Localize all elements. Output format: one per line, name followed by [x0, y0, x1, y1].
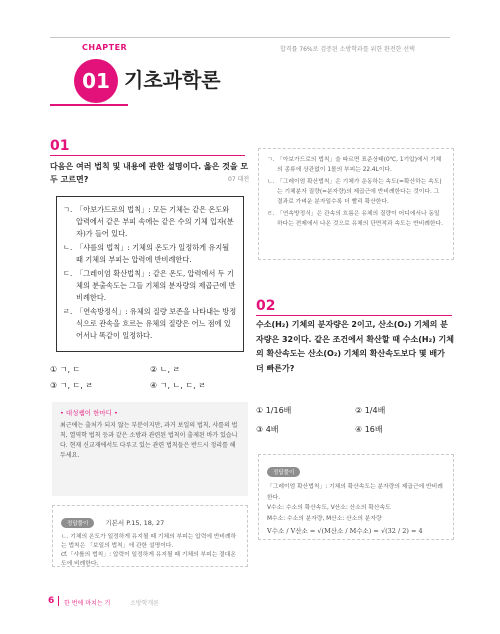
- question-2-prompt: 수소(H₂) 기체의 분자량은 2이고, 산소(O₂) 기체의 분자량은 32이다. 같은 조건에서 확산할 때 수소(H₂) 기체의 확산속도는 산소(O₂) 기체의 확산속도보다 몇 배가 더 빠른가?: [256, 320, 455, 373]
- statement-item: [63, 242, 237, 266]
- explanation-item: [267, 177, 445, 207]
- statement-text: 「샤를의 법칙」: 기체의 온도가 일정하게 유지될 때 기체의 부피는 압력에 반비례한다.: [76, 243, 230, 264]
- explanation-text: 「아보가드로의 법칙」을 따르면 표준상태(0℃, 1기압)에서 기체의 종류에 상관없이 1몰의 부피는 22.4L이다.: [277, 157, 442, 173]
- answer-1-line: cf.「샤를의 법칙」: 압력이 일정하게 유지될 때 기체의 부피는 절대온도에 비례한다.: [61, 552, 236, 567]
- answer-2-line: V수소: 수소의 확산속도, V산소: 산소의 확산속도: [267, 505, 391, 511]
- statement-label: ㄹ.: [63, 307, 73, 316]
- answer-2-formula: V수소 / V산소 = √(M산소 / M수소) = √(32 / 2) = 4: [267, 527, 423, 535]
- choice-4[interactable]: ④ ㄱ, ㄴ, ㄷ, ㄹ: [150, 381, 206, 390]
- footer-divider: [58, 596, 59, 606]
- chapter-label: CHAPTER: [82, 43, 128, 52]
- explanation-item: [267, 209, 445, 229]
- statement-label: ㄷ.: [63, 269, 73, 278]
- question-1-divider: [50, 155, 245, 156]
- explanation-label: ㄴ.: [267, 179, 275, 185]
- statement-item: [63, 204, 237, 240]
- choice-1[interactable]: ① ㄱ, ㄷ: [50, 365, 81, 374]
- choice-1[interactable]: ① 1/16배: [256, 406, 292, 415]
- explanation-label: ㄱ.: [267, 157, 275, 163]
- explanation-text: 「연속방정식」은 관속의 흐름은 유체의 질량이 어디에서나 동일하다는 전제에서 나온 것으로 유체의 단면적과 속도는 반비례한다.: [277, 211, 443, 227]
- solution-badge: 정답풀이: [267, 467, 300, 477]
- footer-book-title: 한 번에 마치는 기: [64, 600, 111, 607]
- choice-3[interactable]: ③ ㄱ, ㄷ, ㄹ: [50, 381, 94, 390]
- explanation-label: ㄹ.: [267, 211, 275, 217]
- statement-label: ㄴ.: [63, 243, 73, 252]
- footer-section: 소방학개론: [130, 600, 159, 607]
- question-2-number: 02: [256, 298, 276, 314]
- question-2-divider: [256, 315, 452, 316]
- answer-1-box: [52, 505, 248, 567]
- statement-text: 「그레이엄 확산법칙」: 같은 온도, 압력에서 두 기체의 분출속도는 그들 기체의 분자량의 제곱근에 반비례한다.: [76, 269, 236, 302]
- statement-item: [63, 268, 237, 304]
- tip-text: 최근에는 출처가 되지 않는 부분이지만, 과거 보일의 법칙, 샤를의 법칙, 열역학 법칙 등과 같은 소방과 관련된 법칙이 출제된 바가 있습니다. 현재 신교재에서도 다루고 있는 관련 법칙들은 반드시 정리를 해 두세요.: [60, 422, 238, 459]
- explanation-item: [267, 155, 445, 175]
- answer-2-line: M수소: 수소의 분자량, M산소: 산소의 분자량: [267, 515, 382, 522]
- statement-item: [63, 306, 237, 342]
- answer-1-reference: 기본서 P.15, 18, 27: [105, 519, 165, 527]
- statement-text: 「아보가드로의 법칙」: 모든 기체는 같은 온도와 압력에서 같은 부피 속에는 같은 수의 기체 입자(분자)가 들어 있다.: [76, 205, 234, 238]
- statement-label: ㄱ.: [63, 205, 73, 214]
- teacher-tip-box: [52, 402, 248, 496]
- chapter-title: 기초과학론: [124, 68, 221, 92]
- header-tagline: 합격률 76%로 검증된 소방학과를 위한 완전한 선택: [280, 46, 415, 53]
- page-number: 6: [48, 596, 55, 606]
- explanation-box: [258, 148, 454, 260]
- question-1-number: 01: [50, 138, 70, 154]
- statement-text: 「연속방정식」: 유체의 질량 보존을 나타내는 방정식으로 관속을 흐르는 유체의 질량은 어느 점에 있어서나 똑같이 일정하다.: [76, 307, 237, 340]
- question-1-source: 07 대전: [228, 176, 250, 183]
- question-1-choices: [50, 362, 250, 394]
- choice-2[interactable]: ② ㄴ, ㄹ: [150, 365, 181, 374]
- question-1-prompt: 다음은 여러 법칙 및 내용에 관한 설명이다. 옳은 것을 모두 고르면?: [50, 162, 249, 184]
- explanation-text: 「그레이엄 확산법칙」은 기체가 운동하는 속도(=확산하는 속도)는 기체분자 질량(=분자량)의 제곱근에 반비례한다는 것이다. 그 결과로 가벼운 분자일수록 더 빨리 확산한다.: [277, 179, 442, 205]
- answer-1-line: ㄴ. 기체의 온도가 일정하게 유지될 때 기체의 부피는 압력에 반비례하는 법칙은 「보일의 법칙」에 관한 설명이다.: [61, 534, 237, 549]
- question-1-statement-box: [56, 196, 244, 352]
- tip-title: • 대성쌤이 한마디 •: [60, 409, 118, 417]
- chapter-title-underline: [50, 104, 128, 106]
- choice-3[interactable]: ③ 4배: [256, 425, 279, 434]
- solution-badge: 정답풀이: [61, 518, 94, 528]
- answer-2-box: [258, 454, 454, 540]
- choice-4[interactable]: ④ 16배: [355, 425, 383, 434]
- answer-2-line: 「그레이엄 확산법칙」: 기체의 확산속도는 분자량의 제곱근에 반비례한다.: [267, 484, 443, 501]
- choice-2[interactable]: ② 1/4배: [355, 406, 386, 415]
- chapter-number-badge: 01: [74, 59, 118, 103]
- question-2-choices: [256, 401, 454, 439]
